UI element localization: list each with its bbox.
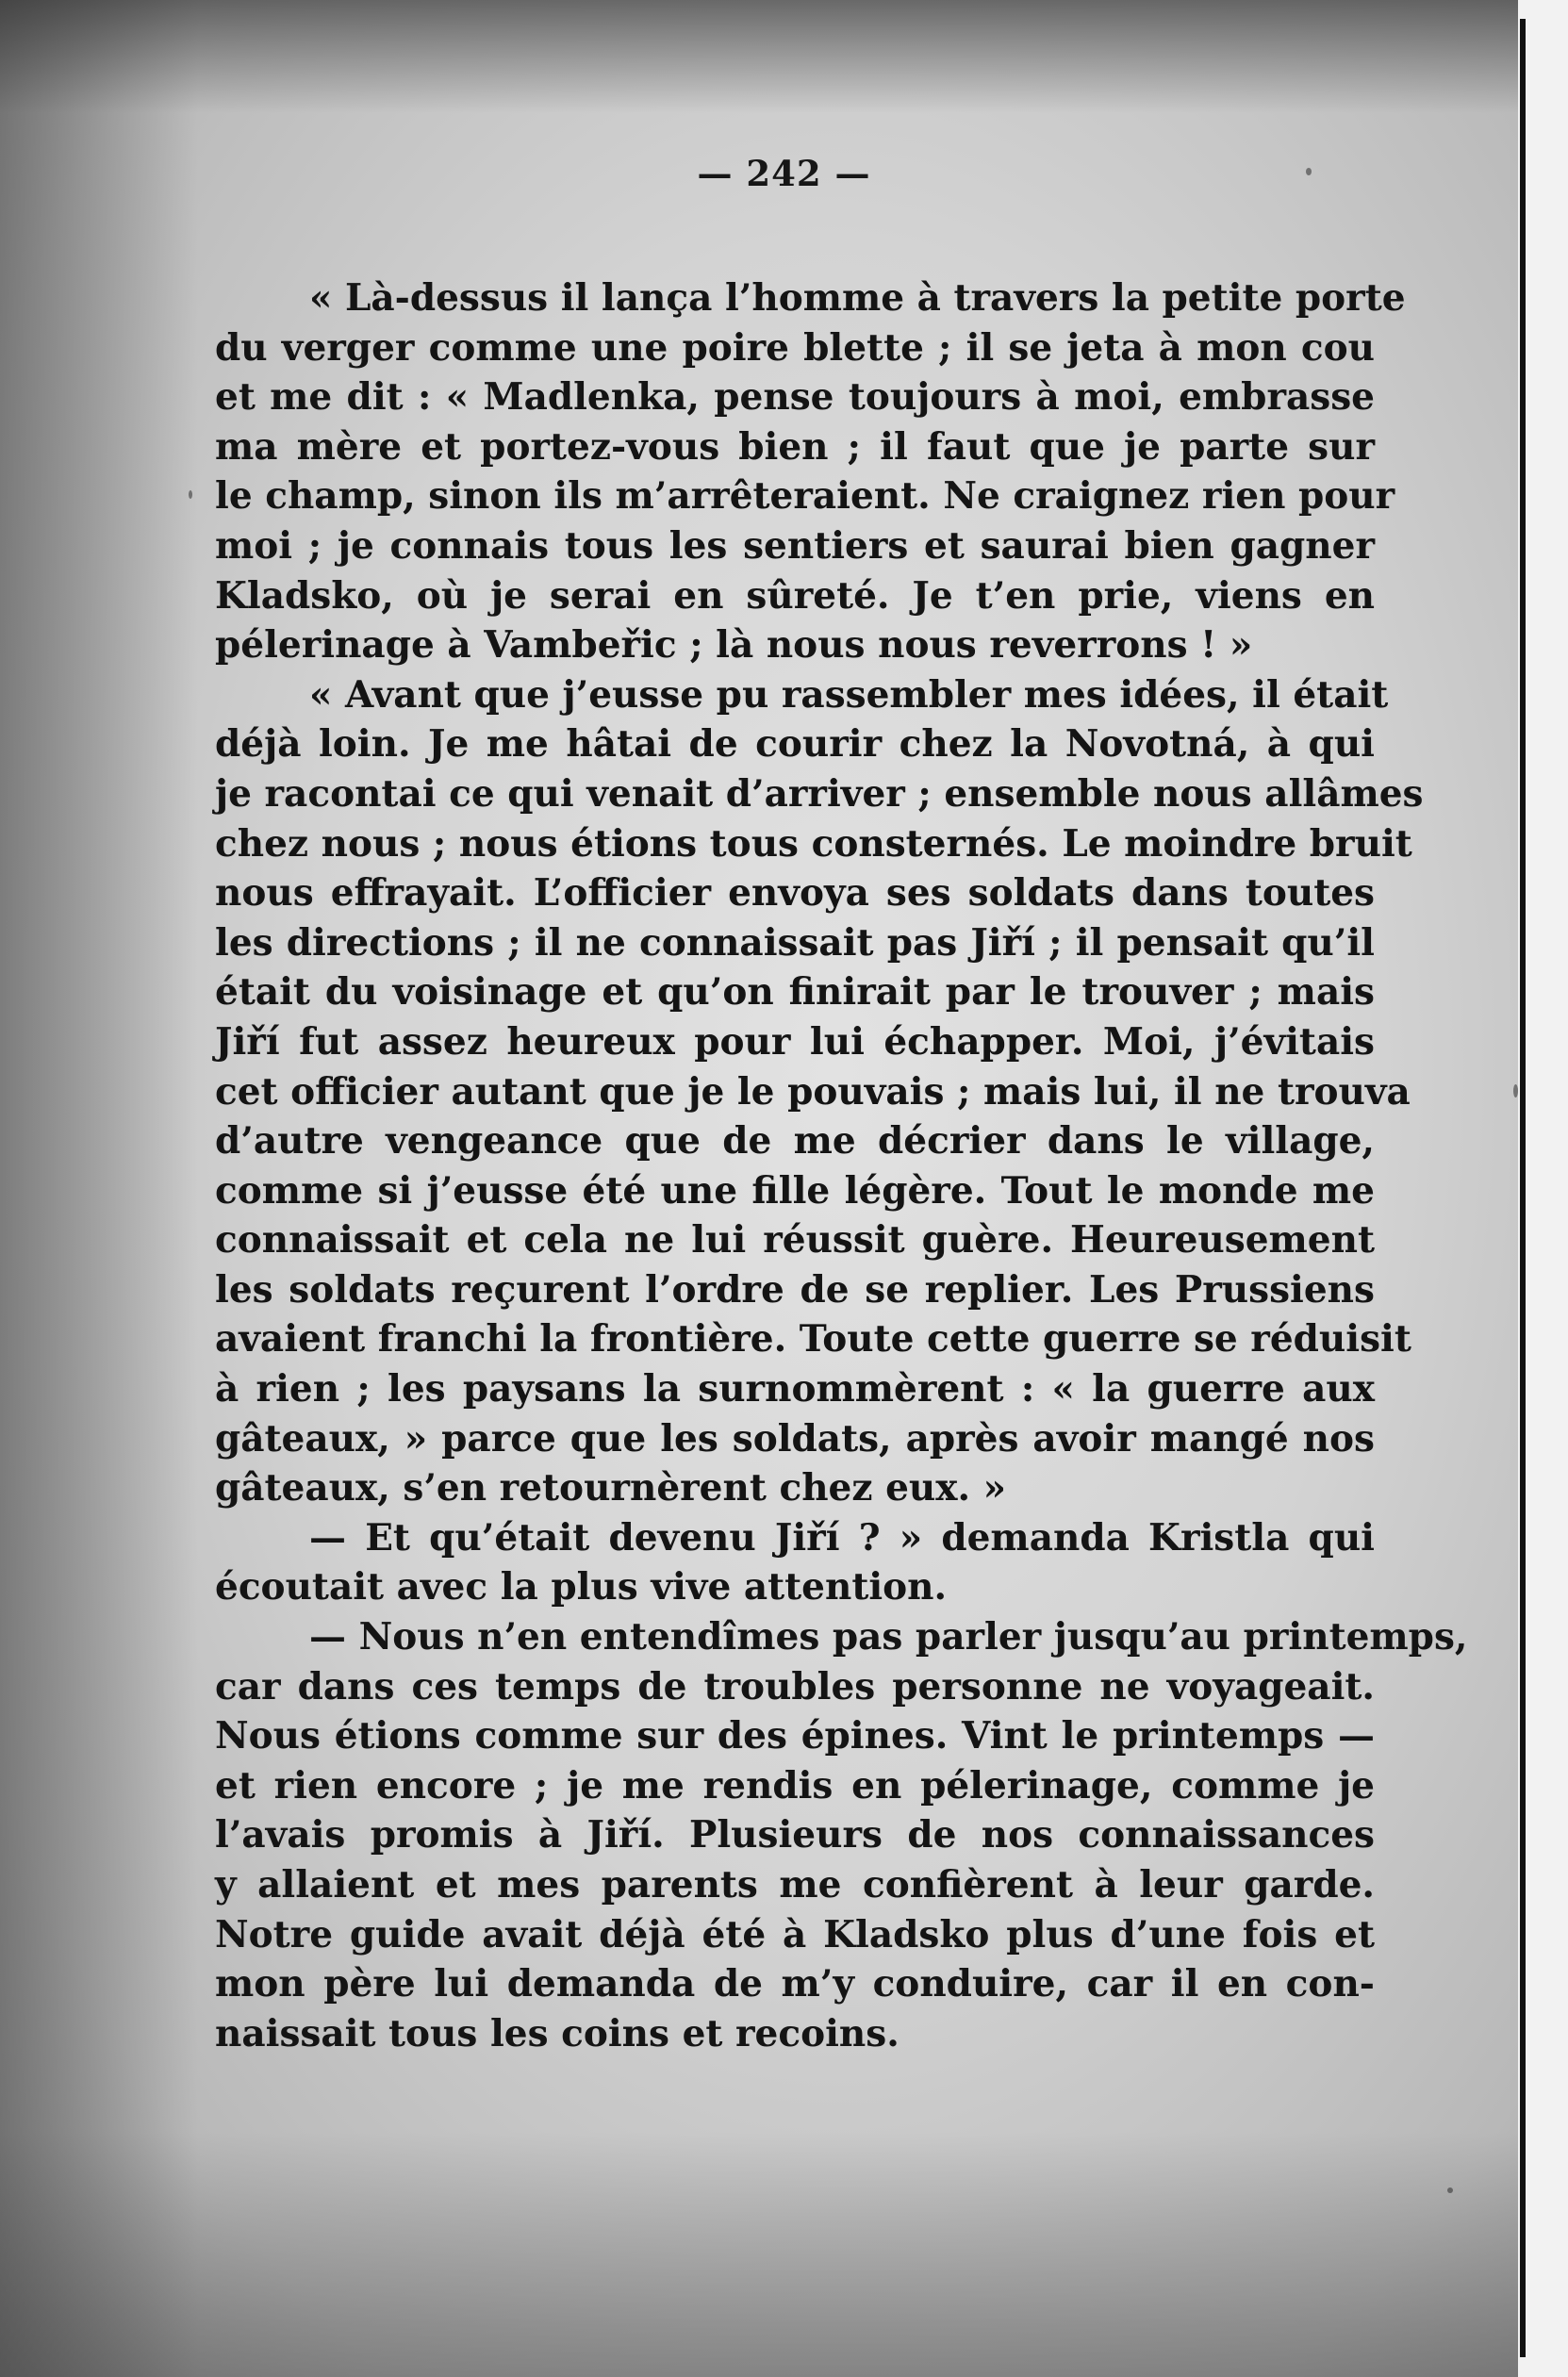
page-number: — 242 —: [697, 153, 871, 194]
text-line: écoutait avec la plus vive attention.: [215, 1565, 948, 1609]
text-line: pélerinage à Vambeřic ; là nous nous reverrons ! »: [215, 623, 1253, 668]
text-line: et me dit : « Madlenka, pense toujours à moi, embrasse: [215, 375, 1375, 420]
text-line: car dans ces temps de troubles personne ne voyageait.: [215, 1664, 1375, 1708]
page-shadow-top: [0, 0, 1518, 113]
text-line: du verger comme une poire blette ; il se jeta à mon cou: [215, 325, 1375, 370]
text-line: connaissait et cela ne lui réussit guère. Heureusement: [215, 1218, 1375, 1263]
text-line: je racontai ce qui venait d’arriver ; ensemble nous allâmes: [215, 771, 1424, 816]
text-line: les soldats reçurent l’ordre de se replier. Les Prussiens: [215, 1267, 1375, 1312]
text-line: le champ, sinon ils m’arrêteraient. Ne craignez rien pour: [215, 474, 1395, 519]
text-line: à rien ; les paysans la surnommèrent : « la guerre aux: [215, 1367, 1375, 1411]
text-line: Nous étions comme sur des épines. Vint le printemps —: [215, 1714, 1375, 1758]
text-line: gâteaux, s’en retournèrent chez eux. »: [215, 1466, 1007, 1510]
text-line: cet officier autant que je le pouvais ; mais lui, il ne trouva: [215, 1069, 1411, 1114]
text-line: gâteaux, » parce que les soldats, après avoir mangé nos: [215, 1416, 1375, 1461]
page-shadow-bottom: [0, 2132, 1518, 2377]
page-shadow-left: [0, 0, 198, 2377]
text-line: déjà loin. Je me hâtai de courir chez la Novotná, à qui: [215, 722, 1375, 767]
text-line: avaient franchi la frontière. Toute cette guerre se réduisit: [215, 1317, 1411, 1362]
body-text: [215, 273, 1468, 2058]
text-line: Notre guide avait déjà été à Kladsko plus d’une fois et: [215, 1912, 1375, 1956]
text-line: d’autre vengeance que de me décrier dans le village,: [215, 1119, 1375, 1164]
text-line: « Là-dessus il lança l’homme à travers la petite porte: [309, 276, 1406, 320]
text-line: comme si j’eusse été une fille légère. Tout le monde me: [215, 1168, 1375, 1213]
text-line: — Et qu’était devenu Jiří ? » demanda Kristla qui: [309, 1515, 1375, 1560]
text-line: — Nous n’en entendîmes pas parler jusqu’au printemps,: [309, 1615, 1468, 1659]
text-line: naissait tous les coins et recoins.: [215, 2011, 900, 2055]
print-speck: [189, 490, 192, 499]
text-line: « Avant que j’eusse pu rassembler mes idées, il était: [309, 672, 1389, 717]
text-line: et rien encore ; je me rendis en pélerinage, comme je: [215, 1763, 1375, 1808]
print-speck: [1447, 2187, 1453, 2193]
text-line: les directions ; il ne connaissait pas Jiří ; il pensait qu’il: [215, 920, 1375, 965]
text-line: y allaient et mes parents me confièrent à leur garde.: [215, 1863, 1375, 1907]
text-line: mon père lui demanda de m’y conduire, car il en con-: [215, 1962, 1375, 2006]
text-line: ma mère et portez-vous bien ; il faut que je parte sur: [215, 424, 1375, 469]
text-line: était du voisinage et qu’on finirait par le trouver ; mais: [215, 970, 1375, 1015]
text-line: moi ; je connais tous les sentiers et saurai bien gagner: [215, 523, 1375, 568]
text-line: l’avais promis à Jiří. Plusieurs de nos connaissances: [215, 1813, 1375, 1857]
text-line: Kladsko, où je serai en sûreté. Je t’en prie, viens en: [215, 573, 1375, 618]
text-line: nous effrayait. L’officier envoya ses soldats dans toutes: [215, 871, 1375, 916]
text-line: Jiří fut assez heureux pour lui échapper. Moi, j’évitais: [215, 1019, 1375, 1064]
text-line: chez nous ; nous étions tous consternés. Le moindre bruit: [215, 821, 1412, 866]
binding-line: [1520, 19, 1526, 2357]
